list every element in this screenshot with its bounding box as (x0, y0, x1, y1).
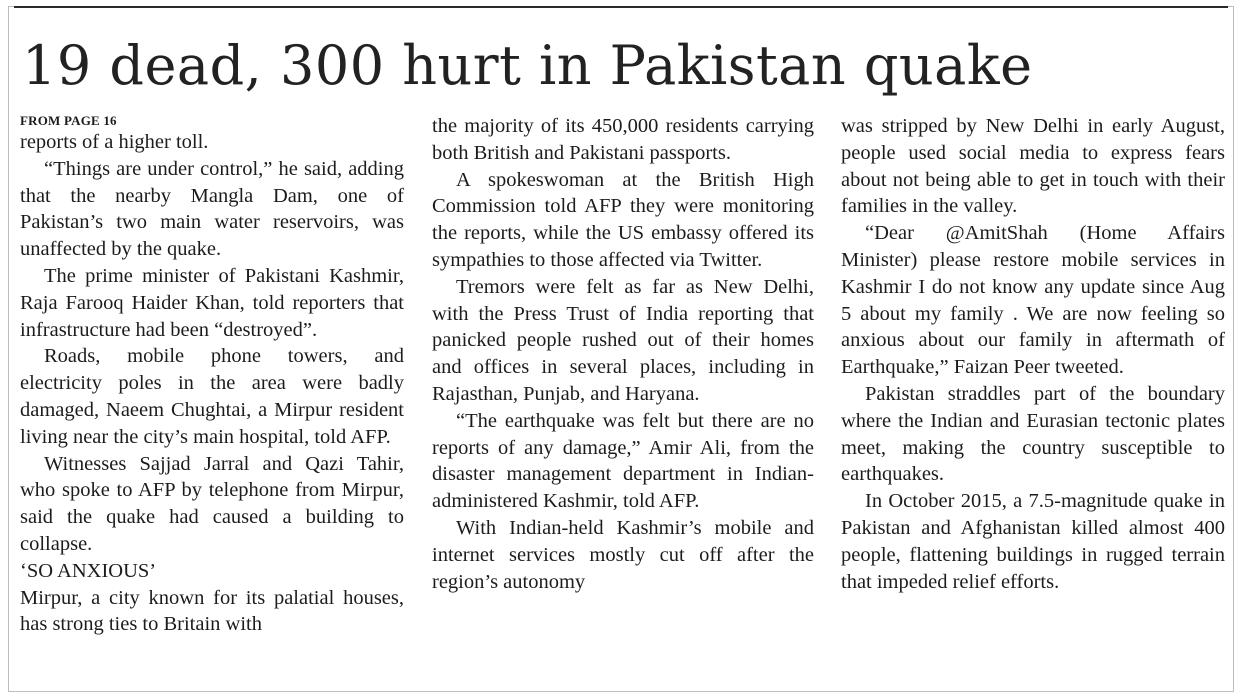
paragraph: Mirpur, a city known for its palatial houses, has strong ties to Britain with (20, 586, 404, 636)
article-column-2 (432, 113, 814, 595)
subheading: ‘SO ANXIOUS’ (20, 559, 157, 582)
top-rule (14, 6, 1228, 8)
paragraph: The prime minister of Pakistani Kashmir, Raja Farooq Haider Khan, told reporters that infrastructure had been “destroyed”. (20, 264, 404, 341)
paragraph: In October 2015, a 7.5-magnitude quake in Pakistan and Afghanistan killed almost 400 people, flattening buildings in rugged terrain that impeded relief efforts. (841, 490, 1225, 593)
paragraph: Pakistan straddles part of the boundary where the Indian and Eurasian tectonic plates meet, making the country susceptible to earthquakes. (841, 382, 1225, 486)
paragraph: Witnesses Sajjad Jarral and Qazi Tahir, who spoke to AFP by telephone from Mirpur, said the quake had caused a building to collapse. (20, 452, 404, 555)
paragraph: “The earthquake was felt but there are no reports of any damage,” Amir Ali, from the disaster management department in Indian-administered Kashmir, told AFP. (432, 409, 814, 513)
continuation-kicker: FROM PAGE 16 (20, 113, 117, 128)
paragraph: “Things are under control,” he said, adding that the nearby Mangla Dam, one of Pakistan’s two main water reservoirs, was unaffected by the quake. (20, 157, 404, 261)
paragraph: was stripped by New Delhi in early August, people used social media to express fears about not being able to get in touch with their families in the valley. (841, 115, 1225, 218)
paragraph: Tremors were felt as far as New Delhi, with the Press Trust of India reporting that panicked people rushed out of their homes and offices in several places, including in Rajasthan, Punjab, and Haryana. (432, 275, 814, 405)
paragraph: A spokeswoman at the British High Commission told AFP they were monitoring the reports, while the US embassy offered its sympathies to those affected via Twitter. (432, 168, 814, 271)
paragraph: reports of a higher toll. (20, 131, 209, 153)
paragraph: the majority of its 450,000 residents carrying both British and Pakistani passports. (432, 115, 814, 164)
article-column-1 (20, 113, 404, 638)
headline: 19 dead, 300 hurt in Pakistan quake (22, 34, 1033, 97)
paragraph: With Indian-held Kashmir’s mobile and internet services mostly cut off after the region’s autonomy (432, 516, 814, 593)
paragraph: Roads, mobile phone towers, and electricity poles in the area were badly damaged, Naeem Chughtai, a Mirpur resident living near the city’s main hospital, told AFP. (20, 345, 404, 448)
article-column-3 (841, 113, 1225, 595)
paragraph: “Dear @AmitShah (Home Affairs Minister) please restore mobile services in Kashmir I do not know any update since Aug 5 about my family . We are now feeling so anxious about our family in aftermath of Earthquake,” Faizan Peer tweeted. (841, 222, 1225, 379)
